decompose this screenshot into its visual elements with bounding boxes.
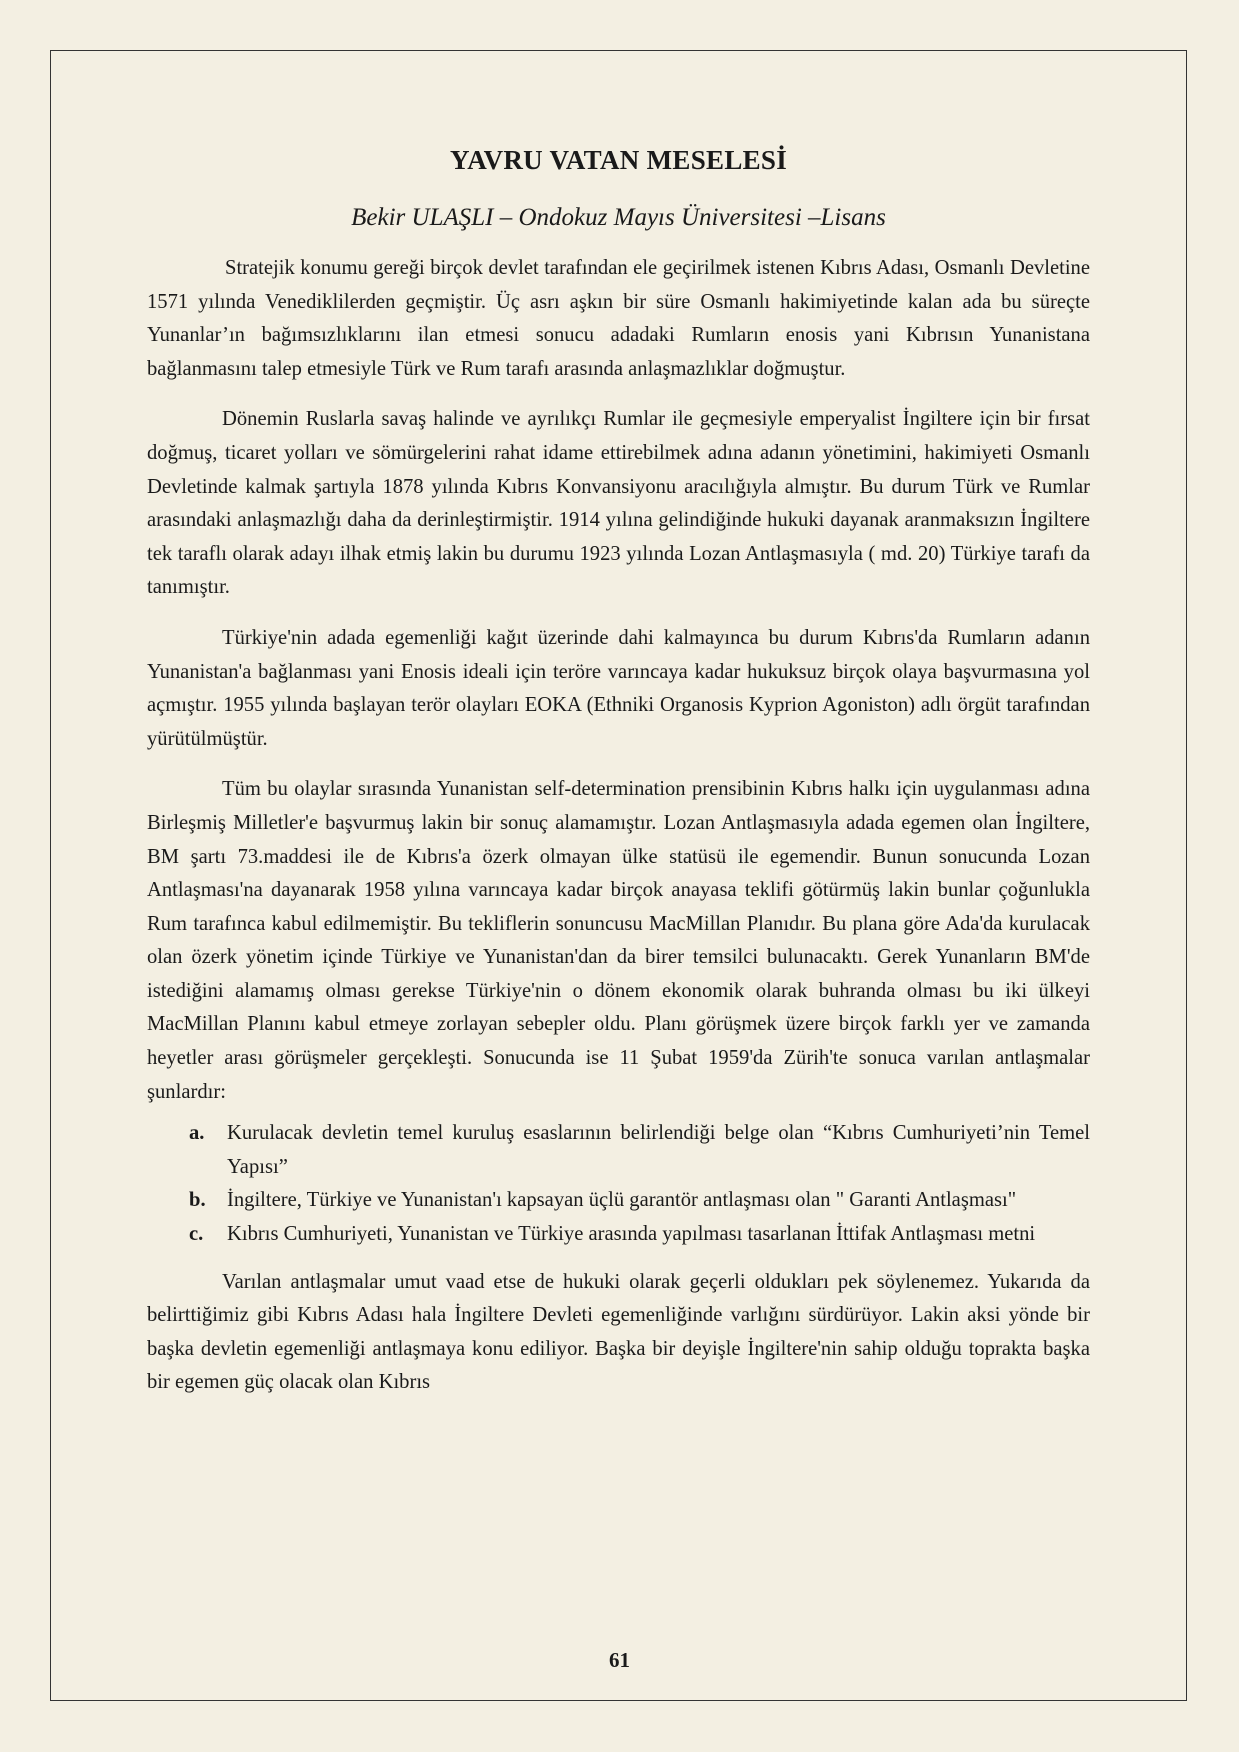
agreements-list: [147, 1117, 1090, 1251]
paragraph-4: Tüm bu olaylar sırasında Yunanistan self-determination prensibinin Kıbrıs halkı için uygulanması adına Birleşmiş Milletler'e başvurmuş lakin bir sonuç alamamıştır. Lozan Antlaşmasıyla adada egemen olan İngiltere, BM şartı 73.maddesi ile de Kıbrıs'a özerk olmayan ülke statüsü ile egemendir. Bunun sonucunda Lozan Antlaşması'na dayanarak 1958 yılına varıncaya kadar birçok anayasa teklifi götürmüş lakin bunlar çoğunlukla Rum tarafınca kabul edilmemiştir. Bu tekliflerin sonuncusu MacMillan Planıdır. Bu plana göre Ada'da kurulacak olan özerk yönetim içinde Türkiye ve Yunanistan'dan da birer temsilci bulunacaktı. Gerek Yunanların BM'de istediğini alamamış olması gerekse Türkiye'nin o dönem ekonomik olarak buhranda olması bu iki ülkeyi MacMillan Planını kabul etmeye zorlayan sebepler oldu. Planı görüşmek üzere birçok farklı yer ve zamanda heyetler arası görüşmeler gerçekleşti. Sonucunda ise 11 Şubat 1959'da Zürih'te sonuca varılan antlaşmalar şunlardır:: [147, 778, 1090, 1103]
list-marker: b.: [189, 1189, 206, 1212]
closing-paragraph: Varılan antlaşmalar umut vaad etse de hukuki olarak geçerli oldukları pek söylenemez. Yukarıda da belirttiğimiz gibi Kıbrıs Adası hala İngiltere Devleti egemenliğinde varlığını sürdürüyor. Lakin aksi yönde bir başka devletin egemenliği antlaşmaya konu ediliyor. Başka bir deyişle İngiltere'nin sahip olduğu toprakta başka bir egemen güç olacak olan Kıbrıs: [147, 1270, 1090, 1394]
list-marker: c.: [189, 1223, 204, 1246]
paragraph-1: Stratejik konumu gereği birçok devlet tarafından ele geçirilmek istenen Kıbrıs Adası, Osmanlı Devletine 1571 yılında Venediklilerden geçmiştir. Üç asrı aşkın bir süre Osmanlı hakimiyetinde kalan ada bu süreçte Yunanlar’ın bağımsızlıklarını ilan etmesi sonucu adadaki Rumların enosis yani Kıbrısın Yunanistana bağlanmasını talep etmesiyle Türk ve Rum tarafı arasında anlaşmazlıklar doğmuştur.: [147, 257, 1090, 380]
list-item-text: Kurulacak devletin temel kuruluş esaslarının belirlendiği belge olan “Kıbrıs Cumhuriyeti’nin Temel Yapısı”: [227, 1122, 1090, 1178]
list-item-text: Kıbrıs Cumhuriyeti, Yunanistan ve Türkiye arasında yapılması tasarlanan İttifak Antlaşması metni: [227, 1223, 1036, 1246]
list-item-text: İngiltere, Türkiye ve Yunanistan'ı kapsayan üçlü garantör antlaşması olan " Garanti Antlaşması": [227, 1189, 1017, 1212]
paragraph-3: Türkiye'nin adada egemenliği kağıt üzerinde dahi kalmayınca bu durum Kıbrıs'da Rumların adanın Yunanistan'a bağlanması yani Enosis ideali için teröre varıncaya kadar hukuksuz birçok olaya başvurmasına yol açmıştır. 1955 yılında başlayan terör olayları EOKA (Ethniki Organosis Kyprion Agoniston) adlı örgüt tarafından yürütülmüştür.: [147, 626, 1090, 750]
paragraph-2: Dönemin Ruslarla savaş halinde ve ayrılıkçı Rumlar ile geçmesiyle emperyalist İngiltere için bir fırsat doğmuş, ticaret yolları ve sömürgelerini rahat idame ettirebilmek adına adanın yönetimini, hakimiyeti Osmanlı Devletinde kalmak şartıyla 1878 yılında Kıbrıs Konvansiyonu aracılığıyla almıştır. Bu durum Türk ve Rumlar arasındaki anlaşmazlığı daha da derinleştirmiştir. 1914 yılına gelindiğinde hukuki dayanak aranmaksızın İngiltere tek taraflı olarak adayı ilhak etmiş lakin bu durumu 1923 yılında Lozan Antlaşmasıyla ( md. 20) Türkiye tarafı da tanımıştır.: [147, 408, 1090, 599]
list-item: [147, 1117, 1090, 1184]
article-title: YAVRU VATAN MESELESİ: [449, 145, 788, 175]
author-line: Bekir ULAŞLI – Ondokuz Mayıs Üniversitesi –Lisans: [351, 204, 886, 231]
page-content: [147, 145, 1090, 1417]
page-number: 61: [609, 1648, 630, 1672]
list-item: [147, 1184, 1090, 1218]
list-marker: a.: [189, 1122, 205, 1145]
list-item: [147, 1218, 1090, 1252]
